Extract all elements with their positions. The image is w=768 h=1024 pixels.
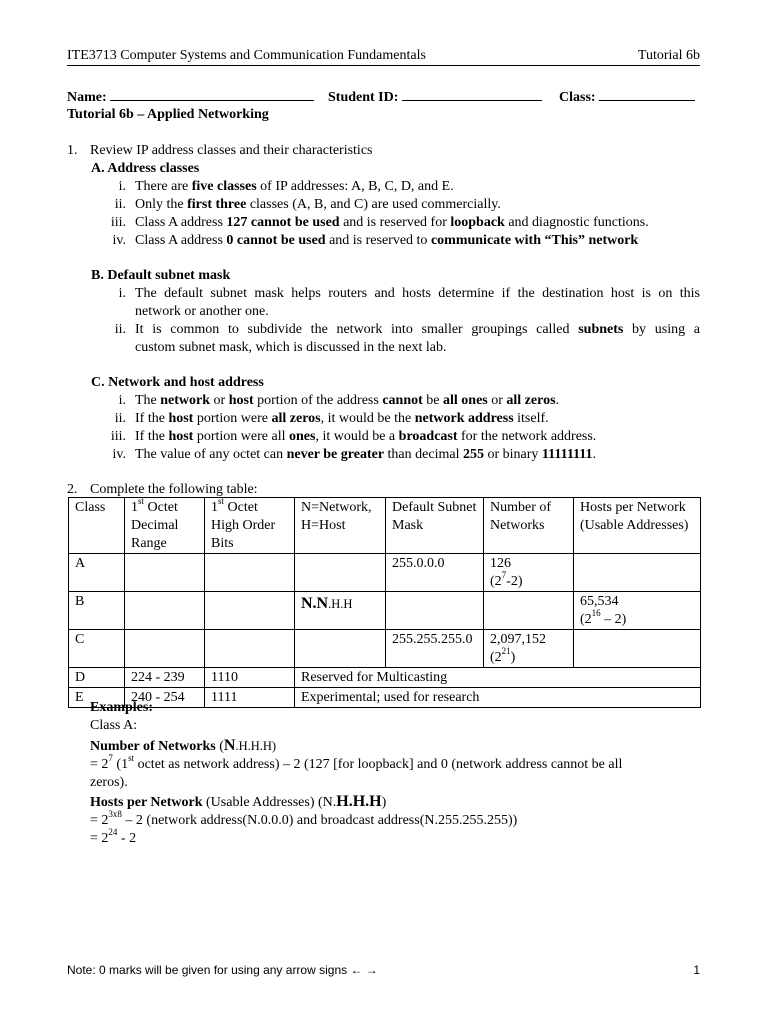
table-cell: A (69, 554, 125, 592)
table-cell (125, 554, 205, 592)
header-cell: Class (69, 498, 125, 554)
header-cell: N=Network, H=Host (295, 498, 386, 554)
hosts-per-network-line (90, 793, 386, 811)
bold-run: Hosts per Network (90, 795, 203, 810)
page-number: 1 (693, 963, 700, 977)
table-cell: B (69, 592, 125, 630)
text-run: and diagnostic functions. (504, 215, 649, 230)
header-cell (125, 498, 205, 554)
student-id-field (328, 88, 542, 106)
table-cell (574, 554, 701, 592)
bold-run: communicate with “This” network (430, 233, 639, 248)
text-run: If the (135, 411, 169, 426)
section-b-item-ii-num: ii. (114, 322, 126, 337)
text-run: . (592, 447, 596, 462)
text-run: portion of the address (253, 393, 383, 408)
bold-run: network (160, 393, 211, 408)
section-a-item (135, 232, 638, 249)
table-cell: 224 - 239 (125, 668, 205, 688)
header-cell: Number of Networks (484, 498, 574, 554)
table-row (69, 630, 701, 668)
text-run: (2 (490, 574, 502, 589)
text-run: of IP addresses: A, B, C, D, and E. (256, 179, 454, 194)
q2-text: Complete the following table: (90, 482, 258, 497)
text-run: The (135, 393, 161, 408)
text-run: = 2 (90, 757, 109, 772)
superscript: 21 (501, 646, 511, 657)
table-cell (484, 630, 574, 668)
class-field (559, 88, 695, 106)
bold-run: all ones (443, 393, 488, 408)
q1-number: 1. (67, 143, 78, 158)
section-a-item-num: iv. (112, 233, 126, 248)
table-cell: 1110 (205, 668, 295, 688)
section-c-item (135, 446, 596, 463)
text-run: Class A address (135, 215, 227, 230)
text-run: . (555, 393, 560, 408)
section-c-item-num: i. (118, 393, 126, 408)
course-title: ITE3713 Computer Systems and Communication Fundamentals (67, 48, 426, 63)
equation-1-line2: zeros). (90, 775, 128, 790)
section-a-item (135, 196, 501, 213)
section-c-item-num: iv. (112, 447, 126, 462)
section-b-item-ii-line2: custom subnet mask, which is discussed in the next lab. (135, 340, 447, 355)
table-row (69, 668, 701, 688)
section-c-item-num: ii. (114, 411, 126, 426)
bold-run: first three (187, 197, 247, 212)
bold-run: Number of Networks (90, 739, 216, 754)
header-cell: Hosts per Network (Usable Addresses) (574, 498, 701, 554)
text-run: than decimal (384, 447, 463, 462)
table-cell: E (69, 688, 125, 708)
table-cell: 255.0.0.0 (386, 554, 484, 592)
header-cell (205, 498, 295, 554)
bold-run: cannot (382, 393, 423, 408)
bold-run: host (168, 429, 194, 444)
table-cell (295, 554, 386, 592)
text-run: and is reserved for (339, 215, 451, 230)
examples-class-a: Class A: (90, 718, 138, 733)
table-cell: D (69, 668, 125, 688)
class-blank (599, 88, 695, 101)
text-run: The value of any octet can (135, 447, 287, 462)
table-cell (295, 592, 386, 630)
text-run: .H.H (328, 597, 353, 611)
text-run: - 2 (117, 831, 137, 846)
section-b-item-i-num: i. (118, 286, 126, 301)
text-run: 65,534 (580, 594, 619, 609)
text-run: for the network address. (457, 429, 597, 444)
text-run: – 2) (600, 612, 627, 627)
text-run: by using a (623, 322, 700, 337)
bold-run: five classes (191, 179, 257, 194)
superscript: 3x8 (108, 809, 122, 820)
text-run: 2,097,152 (490, 632, 546, 647)
text-run: ) (510, 650, 516, 665)
text-run: = 2 (90, 813, 109, 828)
section-b-heading: B. Default subnet mask (91, 268, 231, 283)
table-cell (295, 630, 386, 668)
text-run: N.N (301, 595, 329, 612)
section-a-item (135, 178, 454, 195)
text-run: If the (135, 429, 169, 444)
text-run: (Usable Addresses) (N. (202, 795, 337, 810)
table-row (69, 554, 701, 592)
superscript: 7 (108, 753, 113, 764)
section-c-item (135, 410, 549, 427)
section-a-item-num: ii. (114, 197, 126, 212)
text-run: .H.H.H) (235, 739, 277, 753)
equation-2-line (90, 809, 518, 829)
text-run: classes (A, B, and C) are used commercially. (246, 197, 501, 212)
text-run: or binary (483, 447, 542, 462)
examples-heading: Examples: (90, 700, 153, 715)
q2-number: 2. (67, 482, 78, 497)
table-cell (574, 592, 701, 630)
text-run: ) (381, 795, 387, 810)
ip-class-table (68, 497, 701, 708)
bold-run: subnets (578, 322, 624, 337)
section-c-item (135, 428, 596, 445)
bold-run: 11111111 (541, 447, 593, 462)
text-run: (2 (490, 650, 502, 665)
bold-run: host (168, 411, 194, 426)
superscript: 16 (591, 608, 601, 619)
bold-run: ones (288, 429, 316, 444)
text-run: portion were all (193, 429, 289, 444)
header-cell: Default Subnet Mask (386, 498, 484, 554)
section-a-item-num: iii. (110, 215, 126, 230)
table-row (69, 592, 701, 630)
table-cell (484, 554, 574, 592)
student-id-blank (402, 88, 542, 101)
bold-run: network address (414, 411, 514, 426)
section-b-item-ii-line1 (135, 321, 700, 338)
bold-run: loopback (450, 215, 505, 230)
class-label: Class: (559, 90, 596, 105)
student-id-label: Student ID: (328, 90, 399, 105)
text-run: It is common to subdivide the network into smaller groupings called (135, 322, 579, 337)
section-b-item-i-line1: The default subnet mask helps routers and hosts determine if the destination host is on this (135, 286, 700, 301)
text-run: Only the (135, 197, 188, 212)
text-run: = 2 (90, 831, 109, 846)
equation-1-line1 (90, 753, 623, 773)
table-cell (125, 592, 205, 630)
tutorial-label: Tutorial 6b (637, 48, 700, 63)
text-run: , it would be a (315, 429, 399, 444)
bold-run: all zeros (506, 393, 556, 408)
table-header-row (69, 498, 701, 554)
table-cell: Experimental; used for research (295, 688, 701, 708)
text-run: itself. (513, 411, 549, 426)
text-run: 126 (490, 556, 511, 571)
text-run: Class A address (135, 233, 227, 248)
text-run: 1 (211, 500, 218, 515)
table-cell: C (69, 630, 125, 668)
bold-run: host (228, 393, 254, 408)
bold-run: 255 (462, 447, 484, 462)
section-a-heading: A. Address classes (91, 161, 200, 176)
equation-3-line (90, 827, 137, 847)
text-run: octet as network address) – 2 (127 [for loopback] and 0 (network address cannot be all (134, 757, 623, 772)
q1-text: Review IP address classes and their characteristics (90, 143, 373, 158)
superscript: st (138, 496, 145, 507)
text-run: or (487, 393, 507, 408)
section-a-item (135, 214, 649, 231)
number-of-networks-line (90, 737, 276, 755)
text-run: (2 (580, 612, 592, 627)
table-cell (484, 592, 574, 630)
header-rule (67, 65, 700, 66)
bold-run: H.H.H (336, 793, 382, 810)
table-cell: Reserved for Multicasting (295, 668, 701, 688)
document-title: Tutorial 6b – Applied Networking (67, 107, 269, 122)
name-blank (110, 88, 314, 101)
superscript: 7 (501, 570, 507, 581)
bold-run: all zeros (271, 411, 321, 426)
text-run: ( (215, 739, 224, 754)
table-cell (386, 592, 484, 630)
section-b-item-i-line2: network or another one. (135, 304, 269, 319)
section-c-heading: C. Network and host address (91, 375, 264, 390)
text-run: Octet Decimal Range (131, 500, 179, 551)
text-run: -2) (506, 574, 523, 589)
text-run: be (422, 393, 443, 408)
text-run: portion were (193, 411, 272, 426)
text-run: 1 (131, 500, 138, 515)
table-cell (574, 630, 701, 668)
section-c-item (135, 392, 559, 409)
bold-run: N (223, 737, 236, 754)
table-cell: 1111 (205, 688, 295, 708)
text-run: (1 (112, 757, 129, 772)
table-cell (205, 554, 295, 592)
superscript: st (128, 753, 135, 764)
name-field (67, 88, 314, 106)
text-run: There are (135, 179, 192, 194)
footer-note: Note: 0 marks will be given for using any arrow signs ← → (67, 963, 378, 977)
bold-run: 127 cannot be used (226, 215, 340, 230)
section-c-item-num: iii. (110, 429, 126, 444)
superscript: st (218, 496, 225, 507)
text-run: and is reserved to (325, 233, 431, 248)
text-run: Octet High Order Bits (211, 500, 276, 551)
bold-run: broadcast (398, 429, 458, 444)
table-cell: 255.255.255.0 (386, 630, 484, 668)
table-cell (205, 630, 295, 668)
table-cell: 240 - 254 (125, 688, 205, 708)
superscript: 24 (108, 827, 118, 838)
text-run: or (210, 393, 229, 408)
table-row (69, 688, 701, 708)
table-cell (205, 592, 295, 630)
text-run: – 2 (network address(N.0.0.0) and broadcast address(N.255.255.255)) (121, 813, 518, 828)
table-cell (125, 630, 205, 668)
name-label: Name: (67, 90, 107, 105)
bold-run: 0 cannot be used (226, 233, 326, 248)
text-run: , it would be the (320, 411, 415, 426)
section-a-item-num: i. (118, 179, 126, 194)
bold-run: never be greater (286, 447, 385, 462)
